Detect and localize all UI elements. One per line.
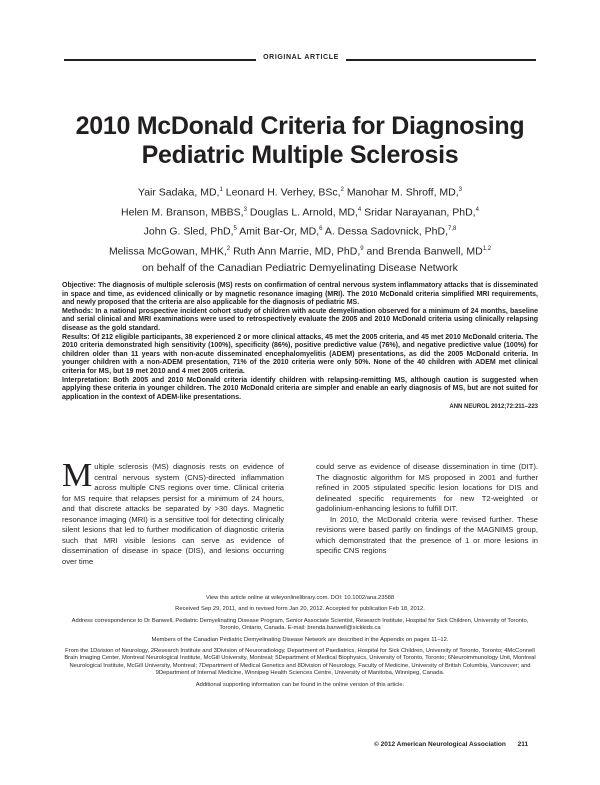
drop-cap: M — [62, 457, 93, 494]
author-affiliation: 1 — [219, 187, 223, 193]
author-name: Amit Bar-Or, MD, — [239, 225, 320, 238]
author-affiliation: 4 — [475, 206, 479, 213]
author-name: Melissa McGowan, MHK, — [108, 245, 227, 257]
author-affiliation: 3 — [458, 187, 463, 193]
on-behalf-line: on behalf of the Canadian Pediatric Demyelinating Disease Network — [142, 262, 458, 274]
body-paragraph — [62, 457, 284, 567]
author-affiliation: 6 — [319, 226, 323, 232]
author-affiliation: 2 — [340, 187, 344, 193]
author-name: A. Dessa Sadovnick, PhD, — [324, 225, 448, 238]
supporting-note: Additional supporting information can be found in the online version of this article. — [195, 681, 405, 688]
abstract-text: Of 212 eligible participants, 38 experienced 2 or more clinical attacks, 45 met the 2005 criteria, and 45 met 2010 McDonald criteria. The 2010 criteria demonstrated high sensitivity (100%), specificity (86%), positive predictive value (76%), and negative predictive value (100%) for children older than 11 years with non-acute disseminated encephalomyelitis (ADEM) presentations, as did the 2005 McDonald criteria. In younger children with a non-ADEM presentation, 71% of the 2010 criteria were only 50%. None of the 40 children with ADEM met clinical criteria for MS, but 19 met 2010 and 4 met 2005 criteria. — [62, 333, 538, 375]
author-affiliation: 1,2 — [482, 245, 492, 252]
author-affiliation: 2 — [226, 245, 231, 252]
author-line-4 — [40, 241, 560, 261]
abstract-interpretation — [62, 377, 538, 403]
abstract — [62, 282, 538, 412]
author-name: Manohar M. Shroff, MD, — [346, 186, 459, 199]
author-list — [40, 182, 560, 277]
author-line-2 — [40, 202, 560, 222]
affiliations-note: From the 1Division of Neurology, 2Research Institute and 3Division of Neuroradiology, Department of Paediatrics, Hospital for Sick Children, University of Toronto, Toronto; 4McConnell Brain Imaging Center, Montreal Neurological Institute, McGill University, Montreal; 5Department of Medical Biophysics, University of Toronto, Toronto; 6Neuroimmunology Unit, Montreal Neurological Institute, McGill University, Montreal; 7Department of Medical Genetics and 8Division of Neurology, Faculty of Medicine, University of British Columbia, Vancouver; and 9Department of Internal Medicine, Winnipeg Health Sciences Centre, University of Manitoba, Winnipeg, Canada. — [64, 648, 536, 677]
author-line-3 — [40, 221, 560, 241]
abstract-heading: Methods: — [62, 307, 94, 315]
author-name: Ruth Ann Marrie, MD, PhD, — [233, 245, 361, 257]
section-rule-right — [346, 59, 536, 61]
author-name: and Brenda Banwell, MD — [366, 245, 483, 257]
body-column-right — [316, 462, 538, 557]
author-line-1 — [40, 182, 560, 202]
author-name: Sridar Narayanan, PhD, — [364, 206, 476, 218]
abstract-text: Both 2005 and 2010 McDonald criteria identify children with relapsing-remitting MS, although caution is suggested when applying these criteria in younger children. The 2010 McDonald criteria are simpler and enable an early diagnosis of MS, but are not suited for application in the context of ADEM-like presentations. — [62, 376, 538, 401]
abstract-text: In a national prospective incident cohort study of children with acute demyelination observed for a minimum of 24 months, baseline and serial clinical and MRI examinations were used to retrospectively evaluate the 2005 and 2010 McDonald criteria using clinically relapsing disease as the gold standard. — [62, 307, 538, 332]
author-affiliation: 4 — [357, 206, 362, 213]
section-rule-left — [64, 59, 256, 61]
body-text: ultiple sclerosis (MS) diagnosis rests on evidence of central nervous system (CNS)-directed inflammation across multiple CNS regions over time. Clinical criteria for MS require that relapses persist for a minimum of 24 hours, and that discrete attacks be separated by >30 days. Magnetic resonance imaging (MRI) is a sensitive tool for detecting clinically silent lesions that led to further modification of diagnostic criteria such that MRI visible lesions can serve as evidence of dissemination of disease in space (DIS), and lesions occurring over time — [62, 462, 284, 566]
author-name: Leonard H. Verhey, BSc, — [225, 186, 341, 199]
journal-citation: ANN NEUROL 2012;72:211–223 — [449, 404, 538, 411]
section-label: ORIGINAL ARTICLE — [263, 54, 339, 61]
author-name: John G. Sled, PhD, — [143, 225, 234, 238]
author-name: Helen M. Branson, MBBS, — [121, 206, 244, 218]
author-affiliation: 5 — [233, 226, 237, 232]
author-affiliation: 3 — [243, 206, 247, 213]
page-number: 211 — [517, 741, 529, 748]
abstract-results — [62, 334, 538, 377]
author-affiliation: 9 — [360, 245, 364, 252]
abstract-heading: Interpretation: — [62, 376, 110, 384]
received-note: Received Sep 29, 2011, and in revised form Jan 20, 2012. Accepted for publication Feb 18, 2012. — [175, 606, 425, 613]
abstract-heading: Results: — [62, 333, 90, 341]
title-line-2: Pediatric Multiple Sclerosis — [141, 141, 459, 169]
abstract-objective — [62, 282, 538, 308]
article-title — [40, 112, 560, 170]
correspondence-note: Address correspondence to Dr Banwell, Pediatric Demyelinating Disease Program, Senior Associate Scientist, Research Institute, Hospital for Sick Children, University of Toronto, Toronto, Ontario, Canada. E-mail: brenda.banwell@sickkids.ca — [71, 617, 529, 632]
abstract-text: The diagnosis of multiple sclerosis (MS) rests on confirmation of central nervous system inflammatory attacks that is disseminated in space and time, as evidenced clinically or by magnetic resonance imaging (MRI). The 2010 McDonald criteria simplified MRI requirements, and newly proposed that the criteria are also applicable for the diagnosis of pediatric MS. — [62, 282, 538, 307]
body-paragraph: In 2010, the McDonald criteria were revised further. These revisions were based partly on findings of the MAGNIMS group, which demonstrated that the presence of 1 or more lesions in specific CNS regions — [316, 514, 538, 555]
footnotes — [62, 595, 538, 693]
page-footer — [374, 741, 528, 748]
abstract-methods — [62, 308, 538, 334]
copyright: © 2012 American Neurological Association — [374, 741, 506, 748]
author-affiliation: 7,8 — [447, 226, 457, 232]
online-note: View this article online at wileyonlinelibrary.com. DOI: 10.1002/ana.23588 — [205, 595, 395, 601]
body-paragraph: could serve as evidence of disease dissemination in time (DIT). The diagnostic algorithm for MS proposed in 2001 and further refined in 2005 stipulated specific lesion locations for DIS and delineated specific requirements for new T2-weighted or gadolinium-enhancing lesions to fulfill DIT. — [316, 462, 538, 513]
members-note: Members of the Canadian Pediatric Demyelinating Disease Network are described in the Appendix on pages 11–12. — [151, 636, 449, 643]
author-name: Douglas L. Arnold, MD, — [249, 206, 358, 218]
body-column-left — [62, 457, 284, 567]
abstract-heading: Objective: — [62, 282, 96, 289]
title-line-1: 2010 McDonald Criteria for Diagnosing — [75, 112, 525, 140]
author-name: Yair Sadaka, MD, — [137, 186, 220, 199]
